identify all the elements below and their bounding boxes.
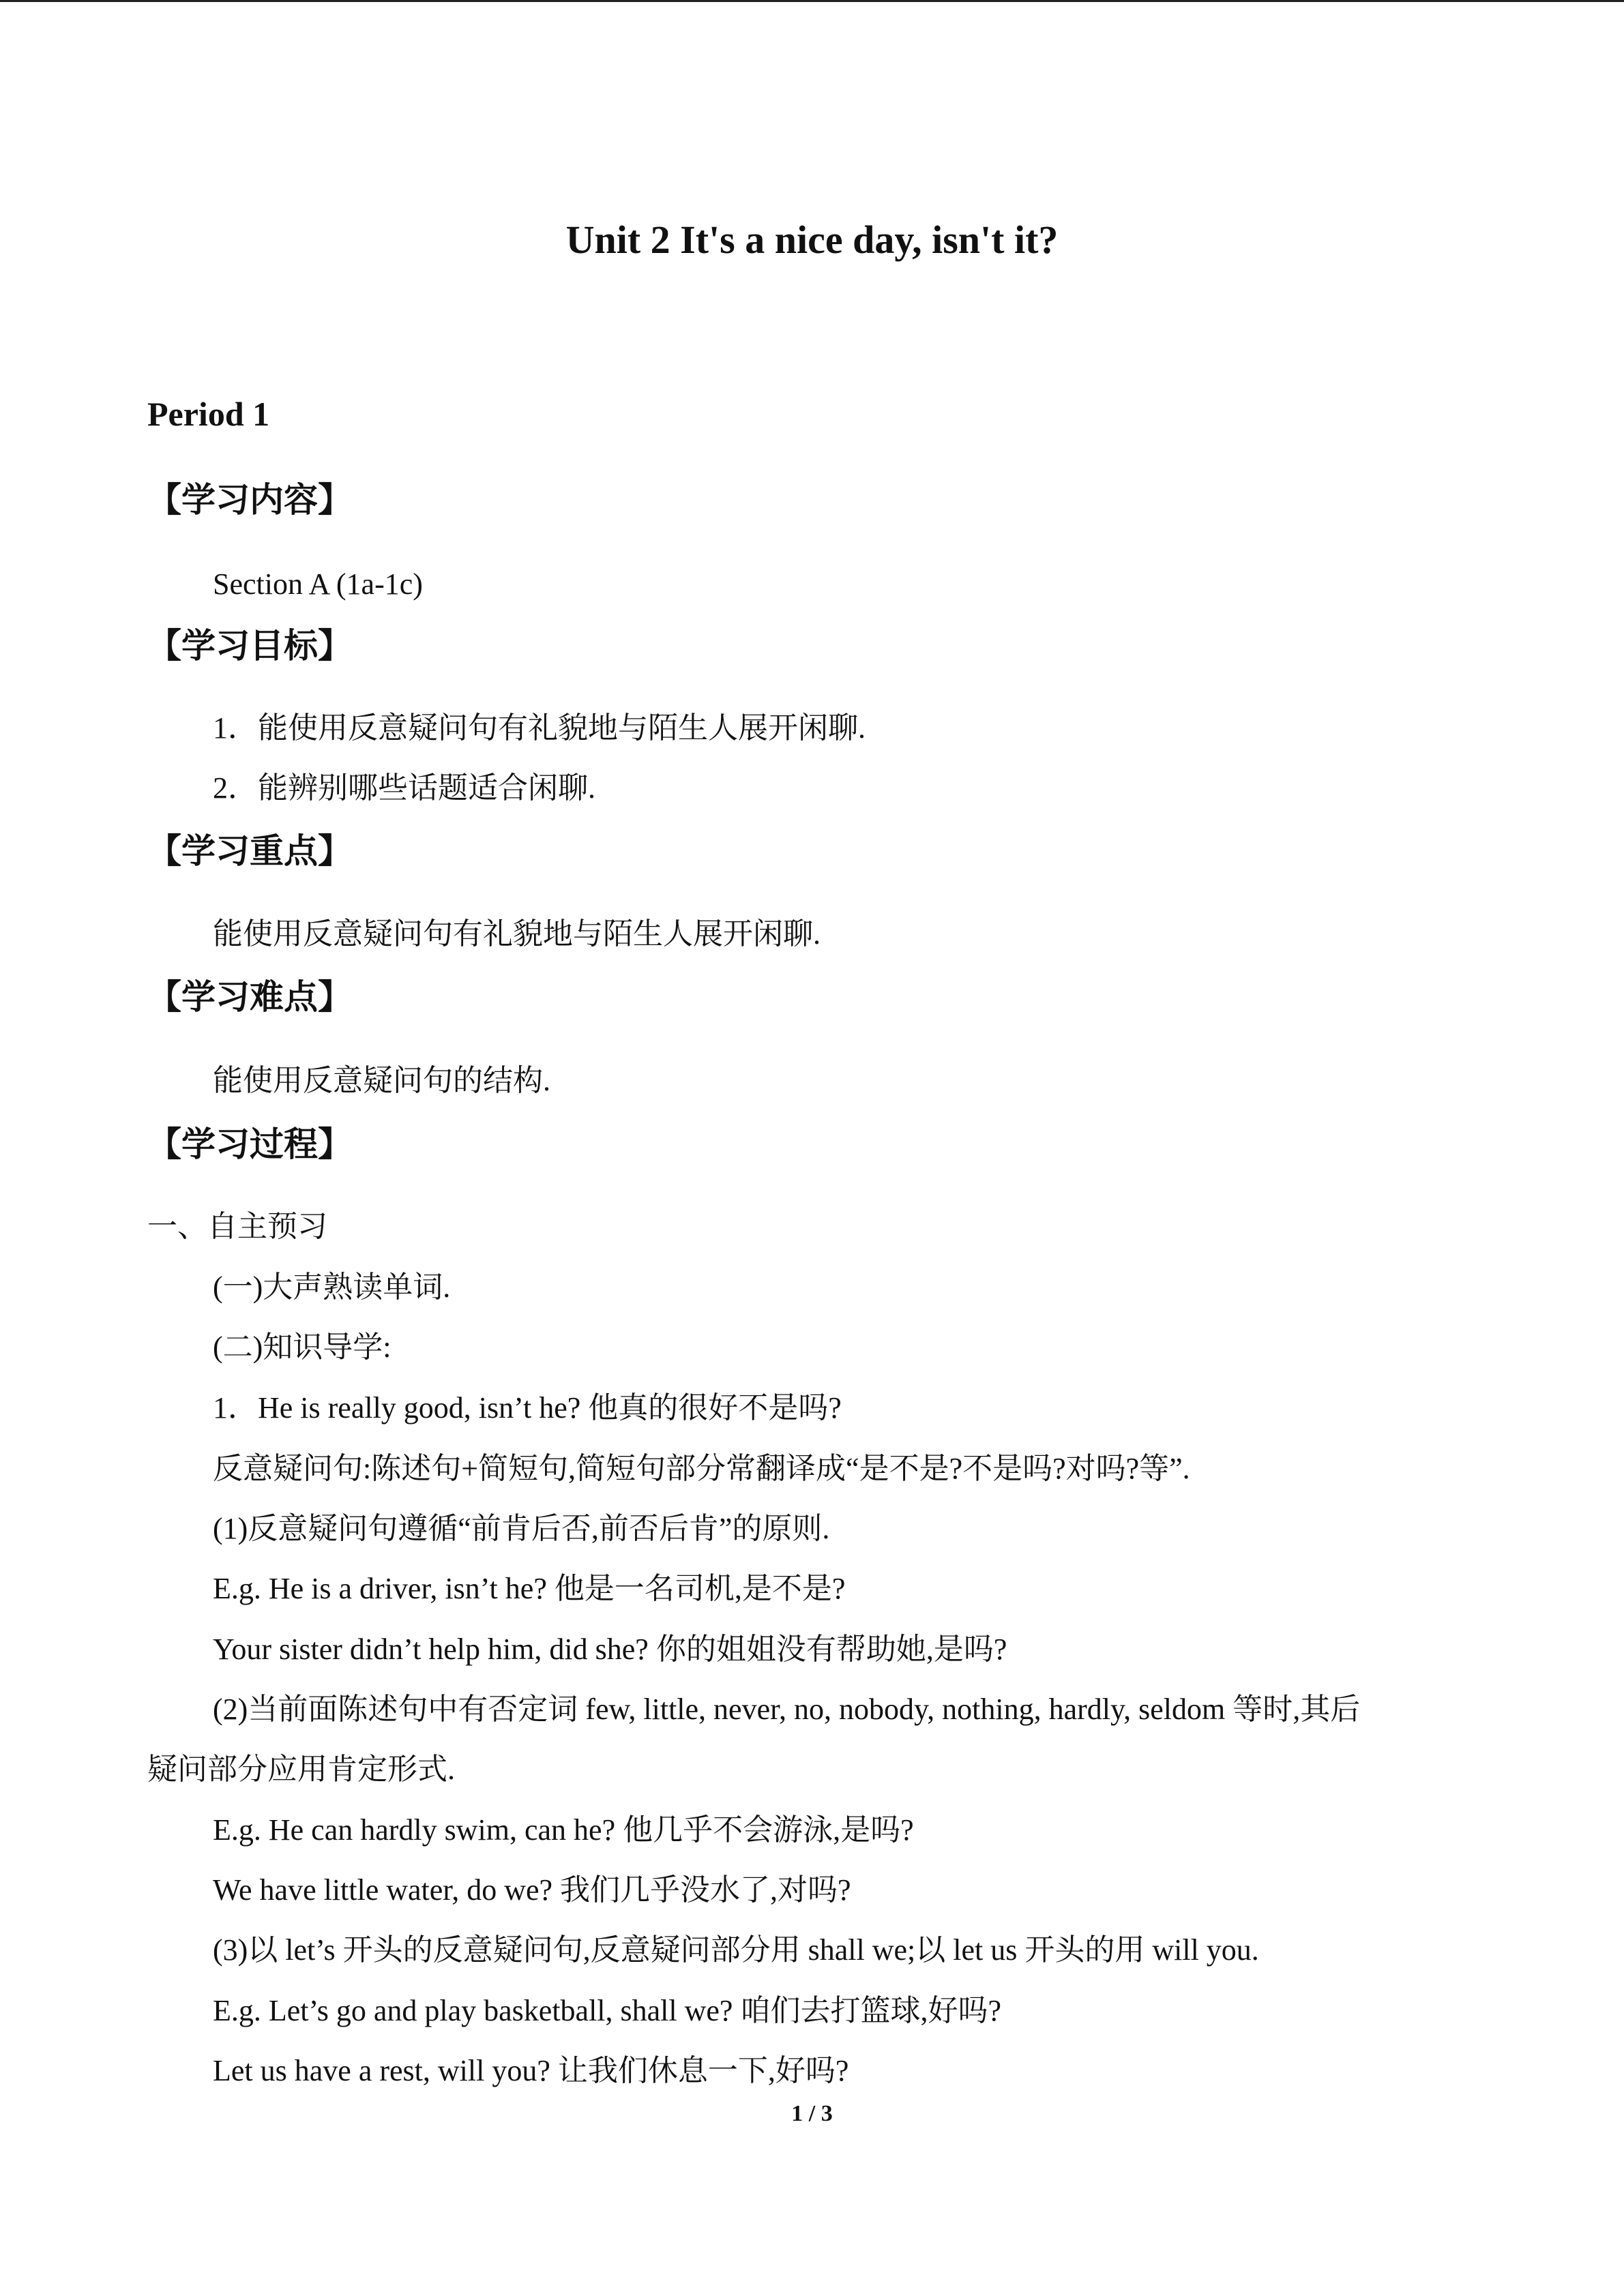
learning-content-text: Section A (1a-1c) [213,567,423,601]
rule-1: (1)反意疑问句遵循“前肯后否,前否后肯”的原则. [213,1512,830,1545]
definition-text: 反意疑问句:陈述句+简短句,简短句部分常翻译成“是不是?不是吗?对吗?等”. [213,1452,1190,1485]
page-number: 1 / 3 [791,2101,833,2126]
objective-item: 1．能使用反意疑问句有礼貌地与陌生人展开闲聊. [213,711,866,745]
sub-item-read-words: (一)大声熟读单词. [213,1270,451,1304]
sub-item-knowledge-guide: (二)知识导学: [213,1330,392,1364]
heading-difficulties: 【学习难点】 [147,977,352,1017]
rule-2: (2)当前面陈述句中有否定词 few, little, never, no, nobody, nothing, hardly, seldom 等时,其后 [213,1693,1361,1726]
example-line: We have little water, do we? 我们几乎没水了,对吗? [213,1873,851,1907]
period-label: Period 1 [147,395,270,433]
example-line: E.g. Let’s go and play basketball, shall we? 咱们去打篮球,好吗? [213,1994,1001,2027]
document-title: Unit 2 It's a nice day, isn't it? [565,218,1059,262]
heading-key-points: 【学习重点】 [147,831,352,871]
page-top-border [0,0,1624,2]
example-line: Let us have a rest, will you? 让我们休息一下,好吗? [213,2054,849,2087]
heading-learning-process: 【学习过程】 [147,1124,352,1164]
rule-2-continuation: 疑问部分应用肯定形式. [147,1753,455,1786]
heading-learning-content: 【学习内容】 [147,480,352,520]
heading-learning-objectives: 【学习目标】 [147,626,352,666]
rule-3: (3)以 let’s 开头的反意疑问句,反意疑问部分用 shall we;以 let us 开头的用 will you. [213,1933,1259,1967]
difficulty-text: 能使用反意疑问句的结构. [213,1064,550,1097]
knowledge-item-1: 1．He is really good, isn’t he? 他真的很好不是吗? [213,1391,842,1425]
objective-item: 2．能辨别哪些话题适合闲聊. [213,771,595,805]
example-line: E.g. He can hardly swim, can he? 他几乎不会游泳,是吗? [213,1813,914,1847]
example-line: E.g. He is a driver, isn’t he? 他是一名司机,是不是? [213,1572,846,1605]
example-line: Your sister didn’t help him, did she? 你的姐姐没有帮助她,是吗? [213,1632,1007,1666]
section-self-preview: 一、自主预习 [147,1210,327,1243]
key-point-text: 能使用反意疑问句有礼貌地与陌生人展开闲聊. [213,917,821,951]
